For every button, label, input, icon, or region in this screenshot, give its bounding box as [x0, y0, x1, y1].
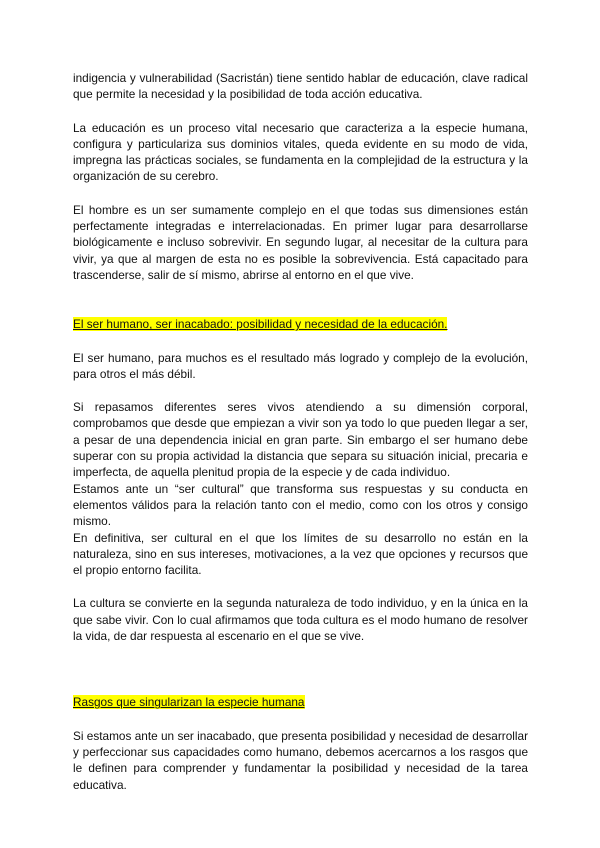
paragraph-hombre-complejo: El hombre es un ser sumamente complejo en el que todas sus dimensiones están perfectamente integradas e interrelacionadas. En primer lugar para desarrollarse biológicamente e incluso sobrevivir. En segundo lugar, al necesitar de la cultura para vivir, ya que al margen de esta no es posible la sobrevivencia. Está capacitado para trascenderse, salir de sí mismo, abrirse al entorno en el que vive.	[73, 202, 528, 282]
paragraph-ser-inacabado-rasgos: Si estamos ante un ser inacabado, que presenta posibilidad y necesidad de desarrollar y perfeccionar sus capacidades como humano, debemos acercarnos a los rasgos que le definen para comprender y fundamentar la posibilidad y necesidad de la tarea educativa.	[73, 728, 528, 792]
paragraph-seres-vivos: Si repasamos diferentes seres vivos atendiendo a su dimensión corporal, comprobamos que desde que empiezan a vivir son ya todo lo que pueden llegar a ser, a pesar de una dependencia inicial en gran parte. Sin embargo el ser humano debe superar con su propia actividad la distancia que separa su situación inicial, precaria e imperfecta, de aquella plenitud propia de la especie y de cada individuo.	[73, 400, 528, 480]
paragraph-cultura-segunda-naturaleza: La cultura se convierte en la segunda naturaleza de todo individuo, y en la única en la que sabe vivir. Con lo cual afirmamos que toda cultura es el modo humano de resolver la vida, de dar respuesta al escenario en el que se vive.	[73, 596, 528, 644]
document-page	[73, 70, 528, 793]
section-heading-rasgos	[73, 694, 305, 710]
paragraph-ser-cultural: Estamos ante un “ser cultural” que transforma sus respuestas y su conducta en elementos válidos para la relación tanto con el medio, como con los otros y consigo mismo.	[73, 481, 528, 529]
paragraph-indigencia: indigencia y vulnerabilidad (Sacristán) tiene sentido hablar de educación, clave radical que permite la necesidad y la posibilidad de toda acción educativa.	[73, 71, 528, 102]
heading-text: Rasgos que singularizan la especie humana	[73, 695, 305, 710]
paragraph-en-definitiva: En definitiva, ser cultural en el que los límites de su desarrollo no están en la naturaleza, sino en sus intereses, motivaciones, a la vez que opciones y recursos que el propio entorno facilita.	[73, 530, 528, 578]
paragraph-educacion-proceso-vital: La educación es un proceso vital necesario que caracteriza a la especie humana, configura y particulariza sus dominios vitales, queda evidente en su modo de vida, impregna las prácticas sociales, se fundamenta en la complejidad de la estructura y la organización de su cerebro.	[73, 120, 528, 184]
paragraph-ser-humano-logrado: El ser humano, para muchos es el resultado más logrado y complejo de la evolución, para otros el más débil.	[73, 350, 528, 381]
heading-text: El ser humano, ser inacabado: posibilidad y necesidad de la educación.	[73, 317, 448, 332]
section-heading-ser-inacabado	[73, 316, 447, 332]
